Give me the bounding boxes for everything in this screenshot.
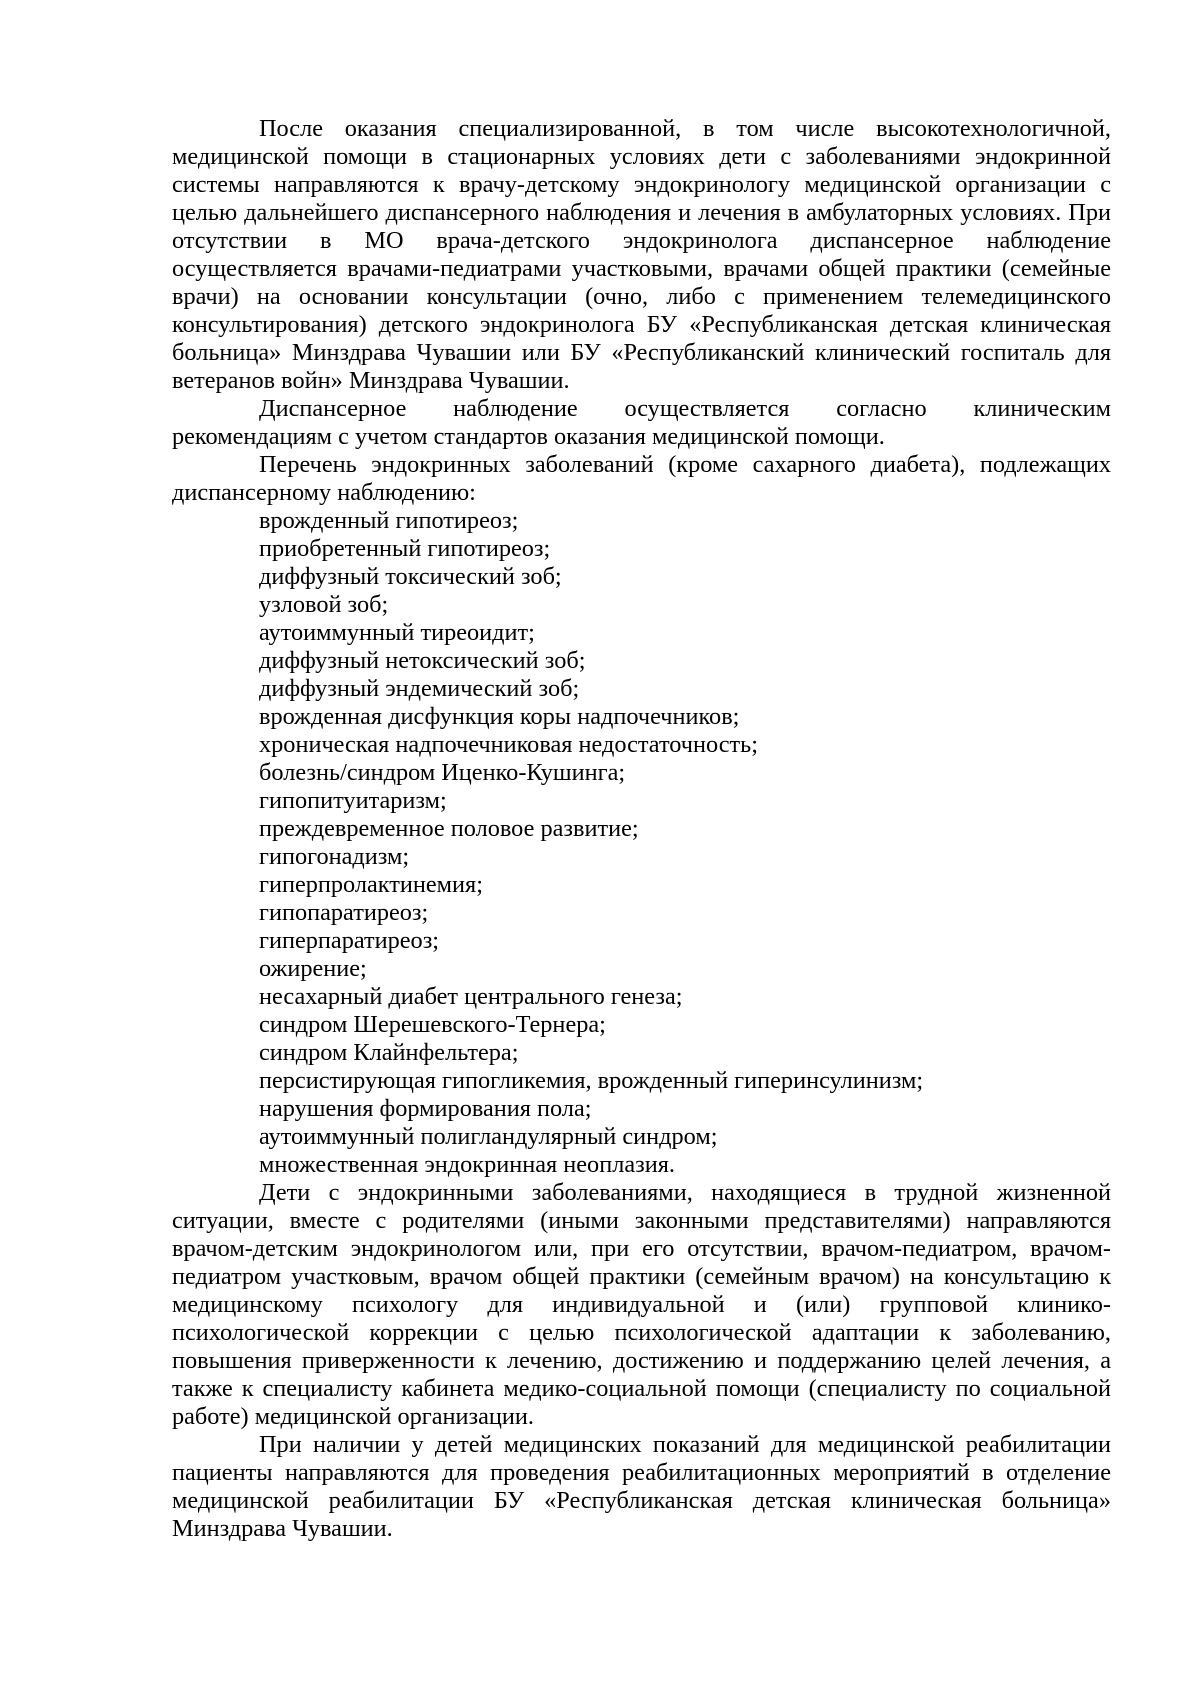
list-item: гиперпролактинемия; — [259, 871, 483, 898]
list-item: диффузный нетоксический зоб; — [259, 647, 586, 674]
list-item: аутоиммунный полигландулярный синдром; — [259, 1123, 718, 1150]
list-item: несахарный диабет центрального генеза; — [259, 983, 683, 1010]
list-item: множественная эндокринная неоплазия. — [259, 1151, 675, 1178]
list-item: узловой зоб; — [259, 591, 389, 618]
list-item: гипогонадизм; — [259, 843, 410, 870]
list-item: хроническая надпочечниковая недостаточность; — [259, 731, 758, 758]
list-item: диффузный эндемический зоб; — [259, 675, 580, 702]
list-item: гипопаратиреоз; — [259, 899, 429, 926]
disease-list — [172, 507, 1111, 1179]
list-item: преждевременное половое развитие; — [259, 815, 639, 842]
list-item: болезнь/синдром Иценко-Кушинга; — [259, 759, 626, 786]
list-item: синдром Клайнфельтера; — [259, 1039, 519, 1066]
paragraph-clinical-guidelines: Диспансерное наблюдение осуществляется согласно клиническим рекомендациям с учетом стандартов оказания медицинской помощи. — [172, 395, 1111, 450]
list-item: нарушения формирования пола; — [259, 1095, 592, 1122]
list-item: персистирующая гипогликемия, врожденный гиперинсулинизм; — [259, 1067, 924, 1094]
paragraph-disease-list-intro: Перечень эндокринных заболеваний (кроме сахарного диабета), подлежащих диспансерному наблюдению: — [172, 451, 1111, 506]
paragraph-rehabilitation: При наличии у детей медицинских показаний для медицинской реабилитации пациенты направляются для проведения реабилитационных мероприятий в отделение медицинской реабилитации БУ «Республиканская детская клиническая больница» Минздрава Чувашии. — [172, 1431, 1111, 1542]
paragraph-psychological-support: Дети с эндокринными заболеваниями, находящиеся в трудной жизненной ситуации, вместе с родителями (иными законными представителями) направляются врачом-детским эндокринологом или, при его отсутствии, врачом-педиатром, врачом-педиатром участковым, врачом общей практики (семейным врачом) на консультацию к медицинскому психологу для индивидуальной и (или) групповой клинико-психологической коррекции с целью психологической адаптации к заболеванию, повышения приверженности к лечению, достижению и поддержанию целей лечения, а также к специалисту кабинета медико-социальной помощи (специалисту по социальной работе) медицинской организации. — [172, 1179, 1111, 1430]
list-item: приобретенный гипотиреоз; — [259, 535, 551, 562]
document-page — [172, 115, 1111, 1543]
list-item: диффузный токсический зоб; — [259, 563, 562, 590]
list-item: врожденный гипотиреоз; — [259, 507, 519, 534]
list-item: синдром Шерешевского-Тернера; — [259, 1011, 606, 1038]
list-item: аутоиммунный тиреоидит; — [259, 619, 535, 646]
list-item: врожденная дисфункция коры надпочечников; — [259, 703, 740, 730]
list-item: ожирение; — [259, 955, 367, 982]
list-item: гиперпаратиреоз; — [259, 927, 440, 954]
list-item: гипопитуитаризм; — [259, 787, 447, 814]
paragraph-follow-up-care: После оказания специализированной, в том числе высокотехнологичной, медицинской помощи в стационарных условиях дети с заболеваниями эндокринной системы направляются к врачу-детскому эндокринологу медицинской организации с целью дальнейшего диспансерного наблюдения и лечения в амбулаторных условиях. При отсутствии в МО врача-детского эндокринолога диспансерное наблюдение осуществляется врачами-педиатрами участковыми, врачами общей практики (семейные врачи) на основании консультации (очно, либо с применением телемедицинского консультирования) детского эндокринолога БУ «Республиканская детская клиническая больница» Минздрава Чувашии или БУ «Республиканский клинический госпиталь для ветеранов войн» Минздрава Чувашии. — [172, 115, 1111, 394]
